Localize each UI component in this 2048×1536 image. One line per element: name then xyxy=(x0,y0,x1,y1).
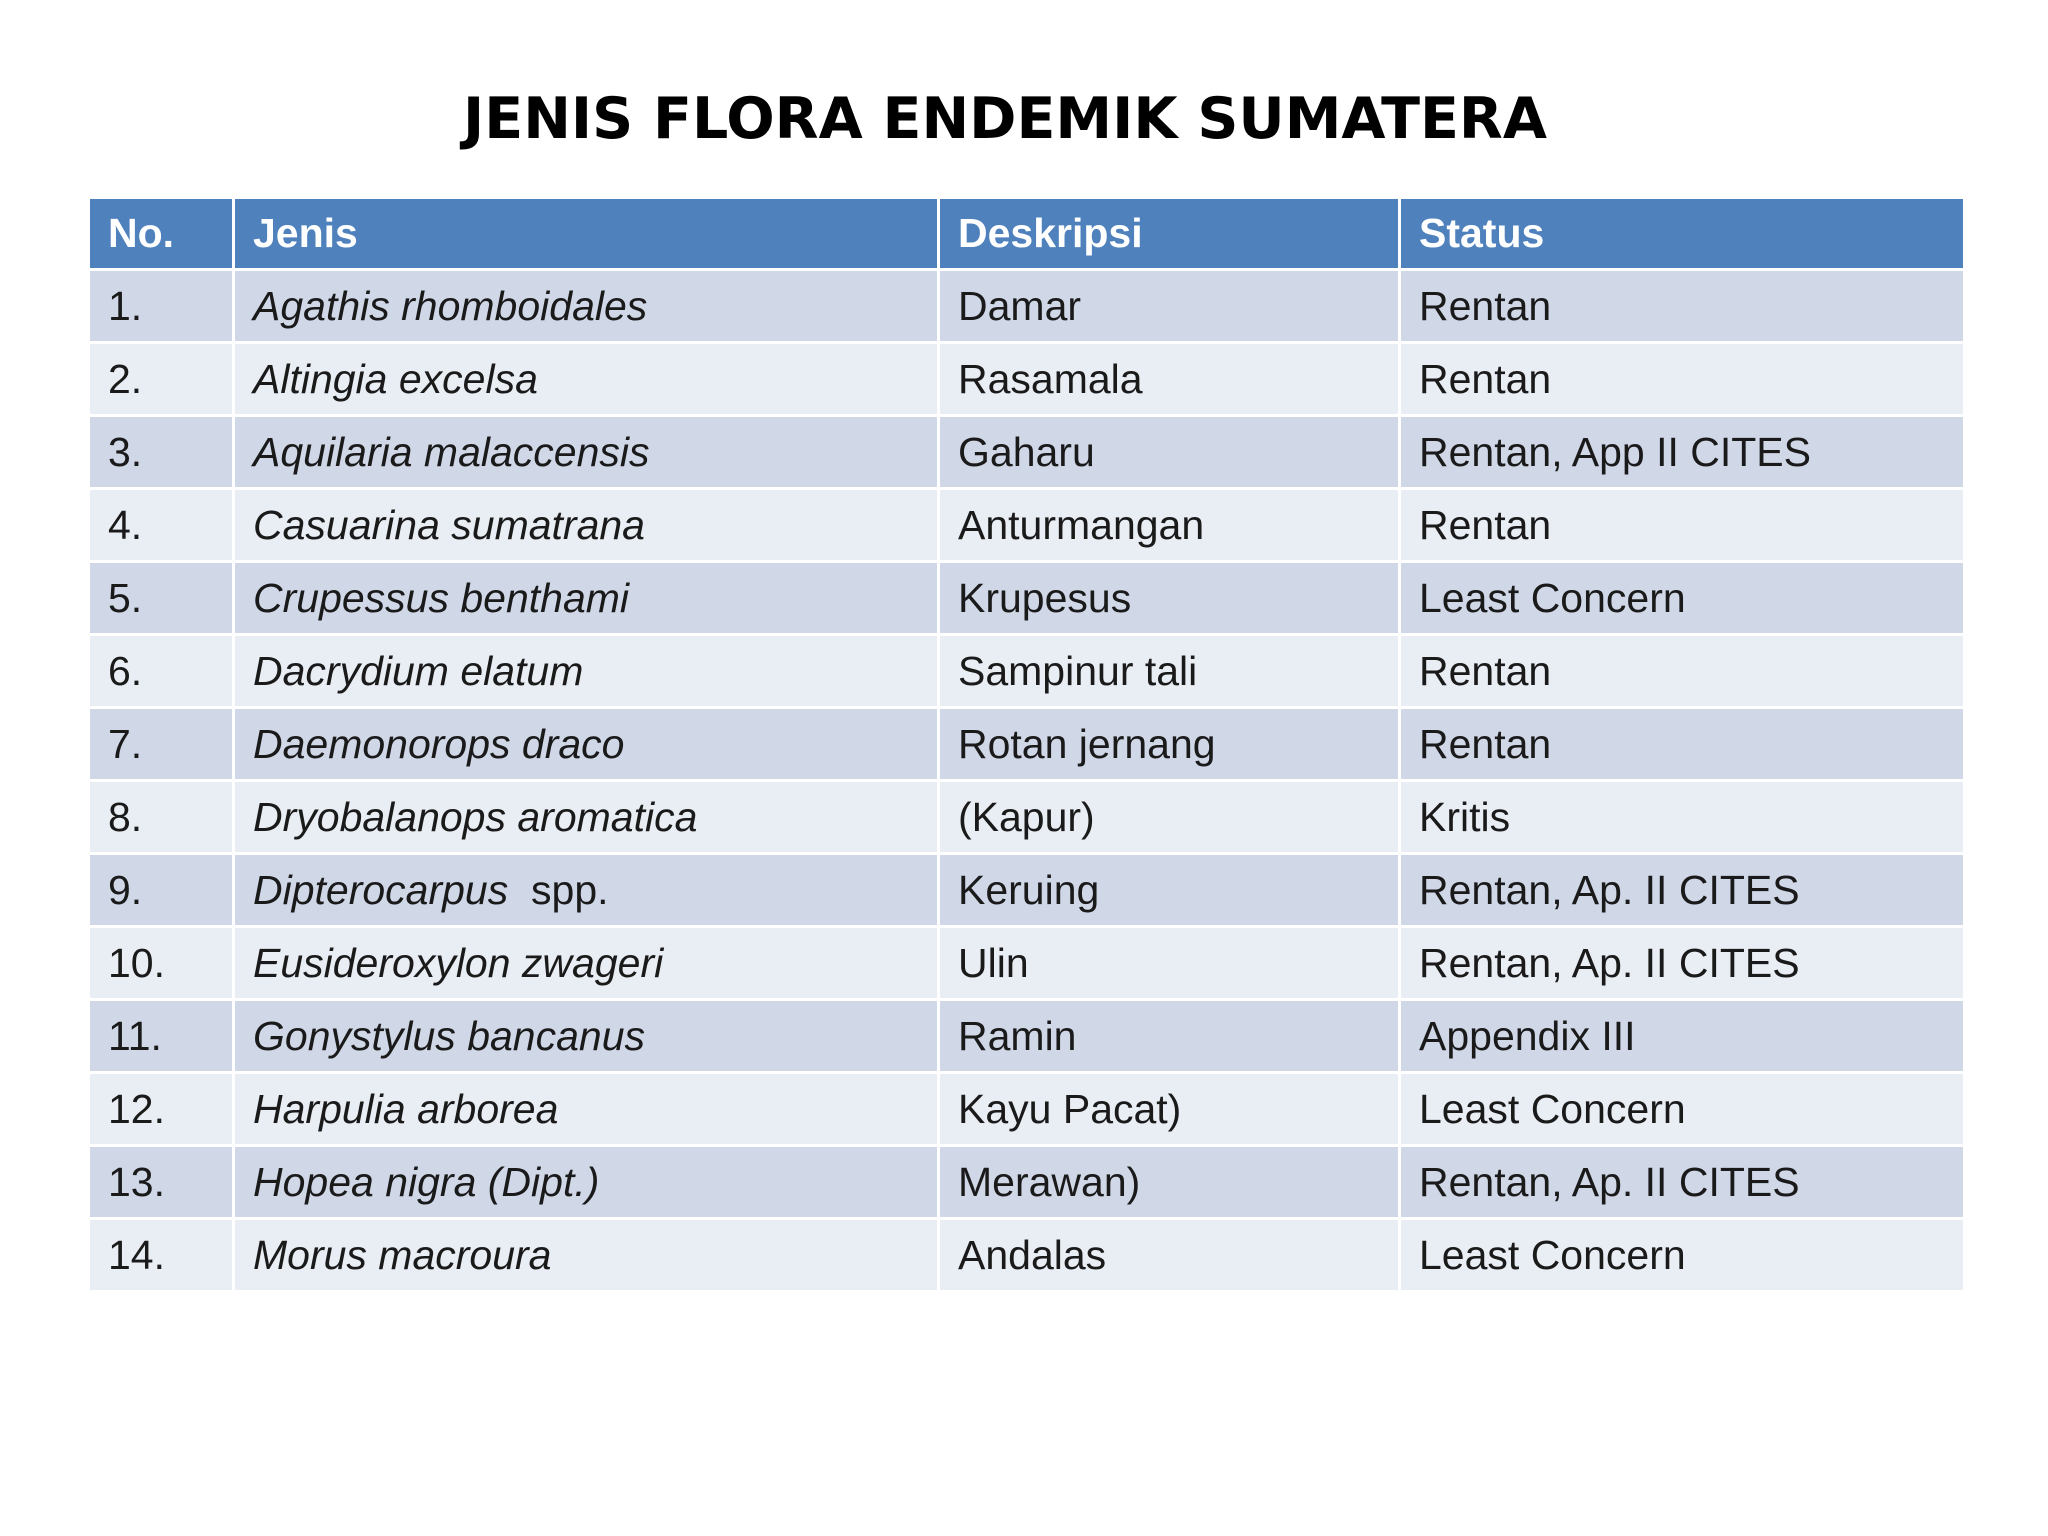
cell-status: Rentan, Ap. II CITES xyxy=(1400,854,1965,927)
column-header-no: No. xyxy=(89,198,234,270)
cell-jenis xyxy=(234,416,939,489)
cell-status: Kritis xyxy=(1400,781,1965,854)
cell-jenis xyxy=(234,343,939,416)
table-row xyxy=(89,416,1965,489)
cell-deskripsi: Kayu Pacat) xyxy=(939,1073,1400,1146)
species-name: Altingia excelsa xyxy=(253,355,538,402)
species-name: Casuarina sumatrana xyxy=(253,501,645,548)
table-row xyxy=(89,927,1965,1000)
cell-status: Least Concern xyxy=(1400,562,1965,635)
species-name: Dacrydium elatum xyxy=(253,647,584,694)
cell-no: 9. xyxy=(89,854,234,927)
cell-status: Rentan xyxy=(1400,635,1965,708)
cell-no: 12. xyxy=(89,1073,234,1146)
cell-status: Rentan, App II CITES xyxy=(1400,416,1965,489)
table-row xyxy=(89,1219,1965,1292)
column-header-deskripsi: Deskripsi xyxy=(939,198,1400,270)
cell-deskripsi: Keruing xyxy=(939,854,1400,927)
cell-jenis xyxy=(234,489,939,562)
cell-no: 6. xyxy=(89,635,234,708)
cell-deskripsi: Ramin xyxy=(939,1000,1400,1073)
cell-deskripsi: Krupesus xyxy=(939,562,1400,635)
table-row xyxy=(89,1146,1965,1219)
cell-status: Appendix III xyxy=(1400,1000,1965,1073)
table-row xyxy=(89,781,1965,854)
cell-jenis xyxy=(234,1000,939,1073)
cell-status: Rentan xyxy=(1400,708,1965,781)
cell-status: Rentan, Ap. II CITES xyxy=(1400,927,1965,1000)
species-name: Morus macroura xyxy=(253,1231,552,1278)
cell-no: 8. xyxy=(89,781,234,854)
table-row xyxy=(89,1000,1965,1073)
table-header-row xyxy=(89,198,1965,270)
species-name: Gonystylus bancanus xyxy=(253,1012,646,1059)
column-header-jenis: Jenis xyxy=(234,198,939,270)
cell-deskripsi: Gaharu xyxy=(939,416,1400,489)
species-name: Crupessus benthami xyxy=(253,574,630,621)
cell-deskripsi: Damar xyxy=(939,270,1400,343)
species-name: Agathis rhomboidales xyxy=(253,282,648,329)
species-name: Hopea nigra (Dipt.) xyxy=(253,1158,600,1205)
cell-deskripsi: Merawan) xyxy=(939,1146,1400,1219)
cell-deskripsi: Anturmangan xyxy=(939,489,1400,562)
table-row xyxy=(89,270,1965,343)
column-header-status: Status xyxy=(1400,198,1965,270)
cell-jenis xyxy=(234,1073,939,1146)
cell-jenis xyxy=(234,562,939,635)
cell-status: Least Concern xyxy=(1400,1073,1965,1146)
cell-no: 13. xyxy=(89,1146,234,1219)
table-row xyxy=(89,1073,1965,1146)
cell-deskripsi: (Kapur) xyxy=(939,781,1400,854)
cell-jenis xyxy=(234,708,939,781)
species-suffix: spp. xyxy=(508,866,609,913)
table-row xyxy=(89,562,1965,635)
species-name: Eusideroxylon zwageri xyxy=(253,939,664,986)
table-body xyxy=(89,270,1965,1292)
species-name: Harpulia arborea xyxy=(253,1085,559,1132)
species-name: Dipterocarpus xyxy=(253,866,509,913)
cell-deskripsi: Sampinur tali xyxy=(939,635,1400,708)
cell-no: 3. xyxy=(89,416,234,489)
page-title: JENIS FLORA ENDEMIK SUMATERA xyxy=(463,86,1547,152)
cell-deskripsi: Rasamala xyxy=(939,343,1400,416)
species-name: Dryobalanops aromatica xyxy=(253,793,698,840)
cell-jenis xyxy=(234,270,939,343)
cell-jenis xyxy=(234,781,939,854)
cell-status: Rentan xyxy=(1400,343,1965,416)
cell-jenis xyxy=(234,927,939,1000)
cell-status: Rentan xyxy=(1400,489,1965,562)
cell-deskripsi: Andalas xyxy=(939,1219,1400,1292)
table-row xyxy=(89,343,1965,416)
cell-deskripsi: Ulin xyxy=(939,927,1400,1000)
flora-table-container xyxy=(87,196,1963,1293)
table-row xyxy=(89,854,1965,927)
cell-jenis xyxy=(234,1219,939,1292)
cell-no: 2. xyxy=(89,343,234,416)
cell-status: Least Concern xyxy=(1400,1219,1965,1292)
table-row xyxy=(89,635,1965,708)
species-name: Aquilaria malaccensis xyxy=(253,428,650,475)
flora-table xyxy=(87,196,1966,1293)
cell-no: 5. xyxy=(89,562,234,635)
cell-deskripsi: Rotan jernang xyxy=(939,708,1400,781)
cell-status: Rentan xyxy=(1400,270,1965,343)
table-row xyxy=(89,489,1965,562)
cell-no: 11. xyxy=(89,1000,234,1073)
cell-status: Rentan, Ap. II CITES xyxy=(1400,1146,1965,1219)
cell-no: 14. xyxy=(89,1219,234,1292)
cell-jenis xyxy=(234,1146,939,1219)
cell-jenis xyxy=(234,854,939,927)
table-row xyxy=(89,708,1965,781)
cell-no: 1. xyxy=(89,270,234,343)
cell-no: 4. xyxy=(89,489,234,562)
cell-no: 7. xyxy=(89,708,234,781)
cell-jenis xyxy=(234,635,939,708)
species-name: Daemonorops draco xyxy=(253,720,625,767)
cell-no: 10. xyxy=(89,927,234,1000)
